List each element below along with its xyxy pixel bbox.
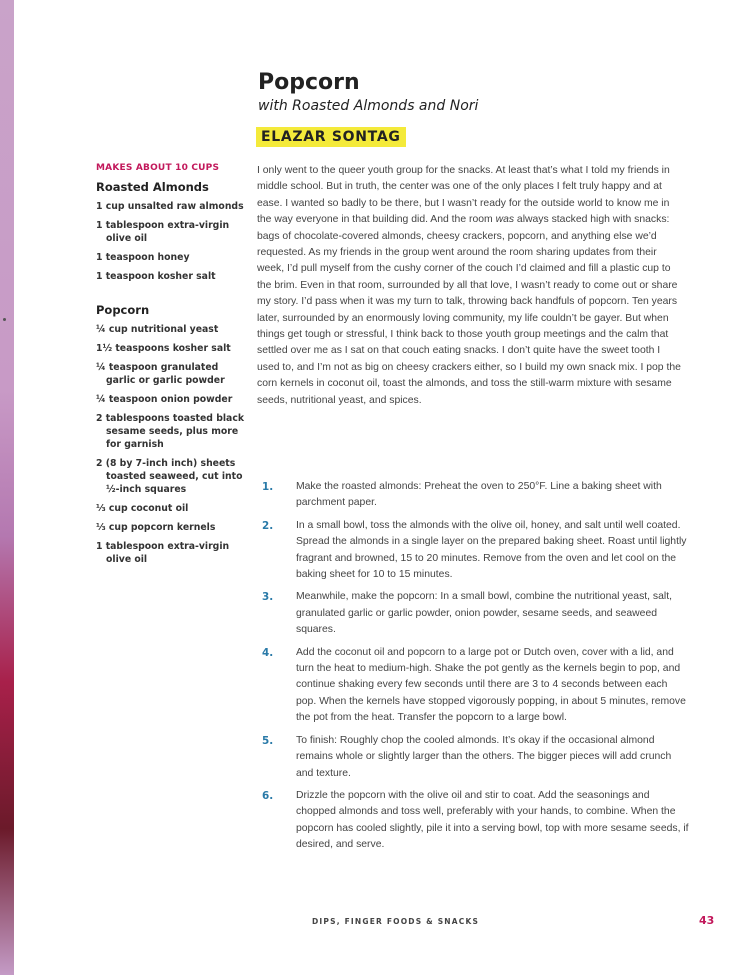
ingredient-item: 1 teaspoon honey bbox=[96, 252, 190, 263]
step-number: 4. bbox=[262, 646, 274, 659]
step-text: In a small bowl, toss the almonds with the olive oil, honey, and salt until well coated. Spread the almonds in a single layer on the prepared baking sheet. Roast until lightly fragrant and browned, 15 to 20 minutes. Remove from the oven and let cool on the baking sheet for 10 to 15 minutes. bbox=[296, 519, 687, 581]
step-text: Drizzle the popcorn with the olive oil and stir to coat. Add the seasonings and chopped almonds and toss well, preferably with your hands, to combine. When the popcorn has cooled slightly, pile it into a serving bowl, top with more sesame seeds, if desired, and serve. bbox=[296, 789, 689, 851]
ingredient-item: ¼ cup nutritional yeast bbox=[96, 324, 219, 335]
step-text: Make the roasted almonds: Preheat the oven to 250°F. Line a baking sheet with parchment paper. bbox=[296, 481, 662, 509]
method-steps bbox=[262, 479, 690, 860]
ingredient-item: 1 cup unsalted raw almonds bbox=[96, 201, 244, 212]
ingredient-item: 1 teaspoon kosher salt bbox=[96, 271, 216, 282]
headnote-paragraph bbox=[257, 163, 685, 409]
step-text: Add the coconut oil and popcorn to a large pot or Dutch oven, cover with a lid, and turn the heat to medium-high. Shake the pot gently as the kernels begin to pop, and continue shaking every few seconds until there are 3 to 4 seconds between each pop. When the kernels have stopped vigorously popping, in about 5 minutes, remove the pot from the heat. Transfer the popcorn to a large bowl. bbox=[296, 646, 686, 724]
ingredients-sidebar bbox=[96, 163, 246, 572]
ingredient-item: 1 tablespoon extra-virgin olive oil bbox=[96, 220, 230, 244]
method-step bbox=[262, 589, 690, 638]
step-number: 3. bbox=[262, 591, 274, 604]
ingredient-list bbox=[96, 323, 246, 566]
step-number: 5. bbox=[262, 734, 274, 747]
ingredient-item: 1½ teaspoons kosher salt bbox=[96, 343, 231, 354]
method-step bbox=[262, 645, 690, 727]
ingredient-item: 2 (8 by 7-inch inch) sheets toasted seaweed, cut into ½-inch squares bbox=[96, 458, 243, 495]
headnote-text: always stacked high with snacks: bags of chocolate-covered almonds, cheesy crackers, popcorn, and anything else we’d requested. As my friends in the group went around the room sharing updates from their week, I’d pull myself from the cushy corner of the couch I’d claimed and fill a plastic cup to the brim. Even in that room, surrounded by all that love, I wasn’t ready to come out or share my story. I’d pass when it was my turn to talk, throwing back handfuls of popcorn. Ten years later, surrounded by an enormously loving community, my life couldn’t be gayer. But when things get tough or stressful, I think back to those youth group meetings and the calm that settled over me as I sat on that couch eating snacks. I don’t quite have the sweet tooth I used to, and I’m not as big on cheesy crackers either, so I build my own snack mix. I pop the corn kernels in coconut oil, toast the almonds, and toss the still-warm mixture with sesame seeds, nutritional yeast, and spices. bbox=[257, 214, 681, 406]
section-footer: DIPS, FINGER FOODS & SNACKS bbox=[312, 917, 480, 926]
ingredient-item: ⅓ cup popcorn kernels bbox=[96, 522, 216, 533]
step-number: 1. bbox=[262, 481, 274, 493]
ingredient-item: 1 tablespoon extra-virgin olive oil bbox=[96, 541, 230, 565]
edge-mark bbox=[3, 318, 6, 321]
method-step bbox=[262, 788, 690, 854]
yield-label: MAKES ABOUT 10 CUPS bbox=[96, 163, 220, 173]
ingredient-group-heading: Popcorn bbox=[96, 303, 150, 317]
headnote-emphasis: was bbox=[495, 214, 515, 226]
ingredient-item: ⅓ cup coconut oil bbox=[96, 503, 189, 514]
ingredient-group-heading: Roasted Almonds bbox=[96, 180, 209, 194]
ingredient-item: ¼ teaspoon onion powder bbox=[96, 394, 233, 405]
method-step bbox=[262, 479, 690, 512]
step-text: Meanwhile, make the popcorn: In a small bowl, combine the nutritional yeast, salt, granulated garlic or garlic powder, onion powder, sesame seeds, and seaweed squares. bbox=[296, 591, 672, 636]
ingredient-list bbox=[96, 200, 246, 283]
step-text: To finish: Roughly chop the cooled almonds. It’s okay if the occasional almond remains whole or slightly larger than the others. The bigger pieces will add crunch and texture. bbox=[296, 734, 672, 779]
page-number: 43 bbox=[699, 914, 715, 927]
recipe-subtitle: with Roasted Almonds and Nori bbox=[258, 98, 479, 114]
ingredient-item: ¼ teaspoon granulated garlic or garlic powder bbox=[96, 362, 225, 386]
ingredient-item: 2 tablespoons toasted black sesame seeds, plus more for garnish bbox=[96, 413, 245, 450]
recipe-title: Popcorn bbox=[258, 70, 360, 95]
author-name: ELAZAR SONTAG bbox=[256, 127, 406, 147]
page-edge-photo bbox=[0, 0, 14, 975]
step-number: 2. bbox=[262, 519, 274, 532]
headnote-text: I only went to the queer youth group for the snacks. At least that’s what I told my friends in middle school. But in truth, the center was one of the only places I felt truly happy and at ease. I wanted so badly to be there, but I wasn’t ready for the outside world to know me in the way everyone in that building did. And the room bbox=[257, 165, 670, 226]
method-step bbox=[262, 733, 690, 782]
method-step bbox=[262, 518, 690, 584]
step-number: 6. bbox=[262, 789, 274, 802]
